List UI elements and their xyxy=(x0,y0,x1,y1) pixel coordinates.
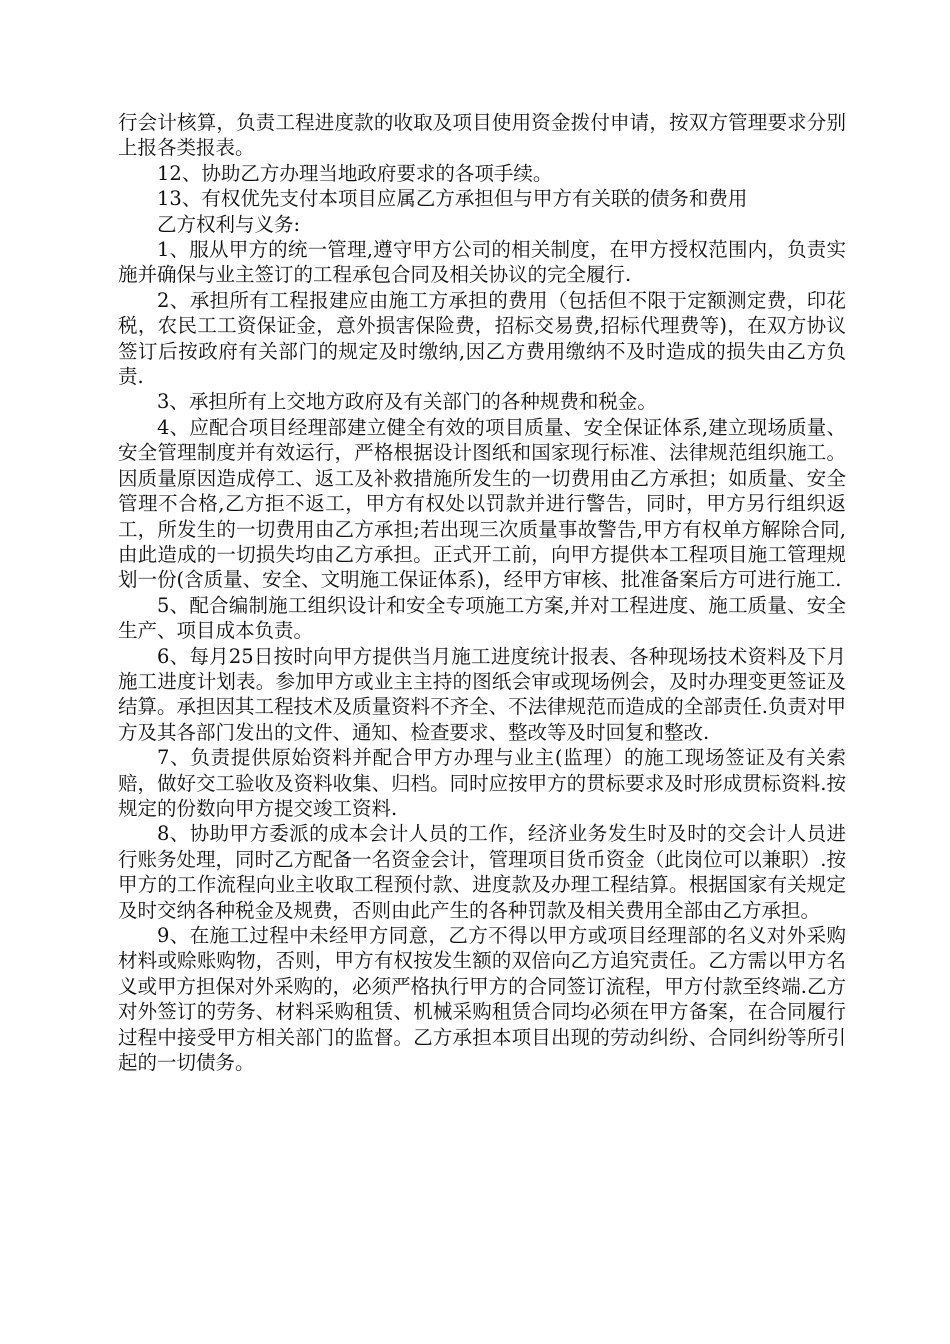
paragraph-b-clause-3: 3、承担所有上交地方政府及有关部门的各种规费和税金。 xyxy=(157,390,657,414)
paragraph-b-clause-2: 2、承担所有工程报建应由施工方承担的费用（包括但不限于定额测定费，印花税，农民工工资保证金，意外损害保险费，招标交易费,招标代理费等)，在双方协议签订后按政府有关部门的规定及时缴纳,因乙方费用缴纳不及时造成的损失由乙方负责. xyxy=(118,288,846,389)
document-body xyxy=(118,110,846,1075)
paragraph-accounting-continued: 行会计核算，负责工程进度款的收取及项目使用资金拨付申请，按双方管理要求分别上报各类报表。 xyxy=(118,111,846,160)
paragraph-b-clause-4: 4、应配合项目经理部建立健全有效的项目质量、安全保证体系,建立现场质量、安全管理制度并有效运行，严格根据设计图纸和国家现行标准、法律规范组织施工。因质量原因造成停工、返工及补救措施所发生的一切费用由乙方承担；如质量、安全管理不合格,乙方拒不返工，甲方有权处以罚款并进行警告，同时，甲方另行组织返工，所发生的一切费用由乙方承担;若出现三次质量事故警告,甲方有权单方解除合同,由此造成的一切损失均由乙方承担。正式开工前，向甲方提供本工程项目施工管理规划一份(含质量、安全、文明施工保证体系)，经甲方审核、批准备案后方可进行施工. xyxy=(118,415,846,592)
paragraph-clause-13: 13、有权优先支付本项目应属乙方承担但与甲方有关联的债务和费用 xyxy=(157,187,748,211)
paragraph-b-clause-8: 8、协助甲方委派的成本会计人员的工作，经济业务发生时及时的交会计人员进行账务处理，同时乙方配备一名资金会计，管理项目货币资金（此岗位可以兼职）.按甲方的工作流程向业主收取工程预付款、进度款及办理工程结算。根据国家有关规定及时交纳各种税金及规费，否则由此产生的各种罚款及相关费用全部由乙方承担。 xyxy=(118,822,846,922)
section-heading-party-b-rights: 乙方权利与义务: xyxy=(157,212,301,236)
paragraph-b-clause-7: 7、负责提供原始资料并配合甲方办理与业主(监理）的施工现场签证及有关索赔，做好交工验收及资料收集、归档。同时应按甲方的贯标要求及时形成贯标资料.按规定的份数向甲方提交竣工资料. xyxy=(118,746,846,820)
paragraph-b-clause-9: 9、在施工过程中未经甲方同意，乙方不得以甲方或项目经理部的名义对外采购材料或赊账购物，否则，甲方有权按发生额的双倍向乙方追究责任。乙方需以甲方名义或甲方担保对外采购的，必须严格执行甲方的合同签订流程，甲方付款至终端.乙方对外签订的劳务、材料采购租赁、机械采购租赁合同均必须在甲方备案，在合同履行过程中接受甲方相关部门的监督。乙方承担本项目出现的劳动纠纷、合同纠纷等所引起的一切债务。 xyxy=(118,924,846,1075)
paragraph-b-clause-5: 5、配合编制施工组织设计和安全专项施工方案,并对工程进度、施工质量、安全生产、项目成本负责。 xyxy=(118,593,846,643)
paragraph-b-clause-1: 1、服从甲方的统一管理,遵守甲方公司的相关制度，在甲方授权范围内，负责实施并确保与业主签订的工程承包合同及相关协议的完全履行. xyxy=(118,238,846,287)
paragraph-b-clause-6: 6、每月25日按时向甲方提供当月施工进度统计报表、各种现场技术资料及下月施工进度计划表。参加甲方或业主主持的图纸会审或现场例会，及时办理变更签证及结算。承担因其工程技术及质量资料不齐全、不法律规范而造成的全部责任.负责对甲方及其各部门发出的文件、通知、检查要求、整改等及时回复和整改. xyxy=(118,644,846,744)
paragraph-clause-12: 12、协助乙方办理当地政府要求的各项手续。 xyxy=(157,161,553,185)
